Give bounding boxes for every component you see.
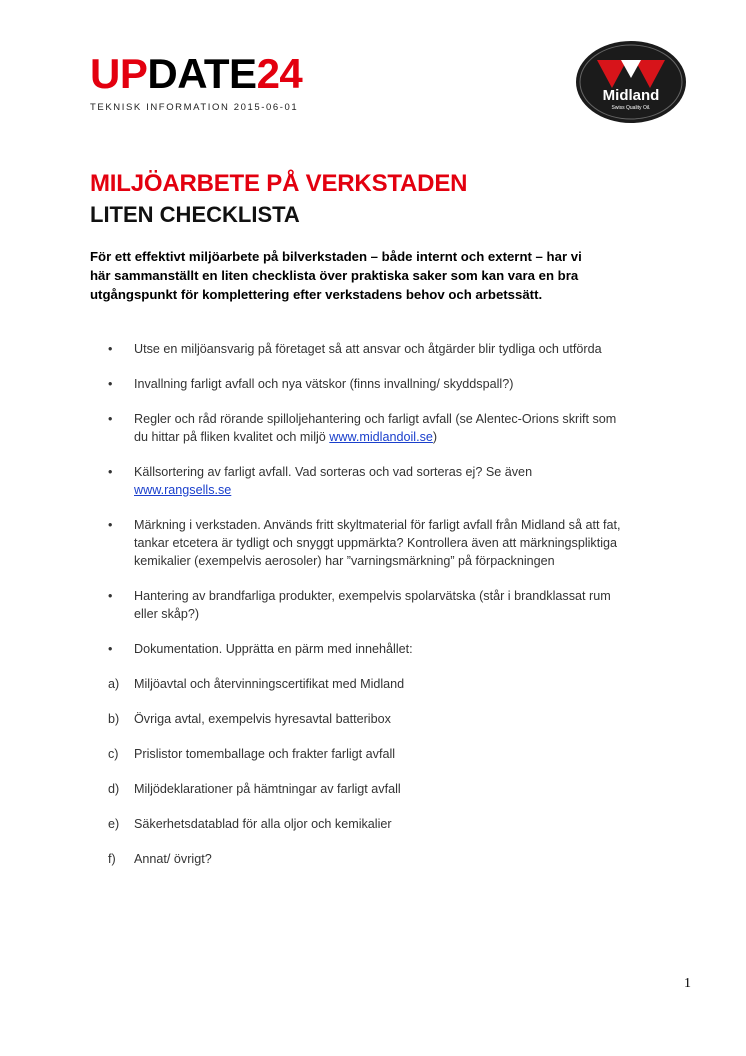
intro-paragraph: För ett effektivt miljöarbete på bilverkstaden – både internt och externt – har vi här sammanställt en liten checklista över praktiska saker som kan vara en bra utgångspunkt för komplettering efter verkstadens behov och arbetssätt. [90, 249, 582, 302]
bullet-marker [108, 410, 128, 428]
sublist-item [108, 745, 628, 763]
checklist-item [108, 410, 628, 446]
sublist-marker: e) [108, 817, 120, 831]
checklist-item-text: Invallning farligt avfall och nya vätskor (finns invallning/ skyddspall?) [134, 377, 514, 391]
masthead [90, 52, 302, 113]
checklist-item-text: Källsortering av farligt avfall. Vad sorteras och vad sorteras ej? Se även [134, 465, 533, 479]
checklist-item [108, 587, 628, 623]
checklist-item-text-end: ) [432, 430, 438, 444]
checklist [108, 340, 628, 885]
sublist-item-text: Miljöavtal och återvinningscertifikat med Midland [134, 677, 405, 691]
bullet-marker [108, 340, 128, 358]
brand-part-up: UP [90, 50, 148, 97]
brand-title [90, 52, 302, 96]
sublist-item-text: Miljödeklarationer på hämtningar av farligt avfall [134, 782, 401, 796]
sublist-item [108, 850, 628, 868]
midland-logo [575, 40, 687, 124]
sublist-item [108, 675, 628, 693]
bullet-marker [108, 587, 128, 605]
rangsells-link[interactable]: www.rangsells.se [134, 483, 232, 497]
sublist-marker: d) [108, 782, 120, 796]
brand-part-number: 24 [256, 50, 303, 97]
checklist-item-text: Märkning i verkstaden. Används fritt skyltmaterial för farligt avfall från Midland så att fat, tankar etcetera är tydligt och snyggt uppmärkta? Kontrollera även att märkningspliktiga kemikalier (exempelvis aerosoler) har ”varningsmärkning” på förpackningen [134, 518, 621, 568]
sublist-marker: c) [108, 747, 119, 761]
midlandoil-link[interactable]: www.midlandoil.se [329, 430, 433, 444]
checklist-item [108, 463, 628, 499]
page-subtitle: LITEN CHECKLISTA [90, 202, 300, 227]
bullet-marker [108, 640, 128, 658]
sublist-item [108, 710, 628, 728]
checklist-item [108, 340, 628, 358]
sublist-item [108, 815, 628, 833]
issue-subline: TEKNISK INFORMATION 2015-06-01 [90, 102, 299, 113]
checklist-item-text: Dokumentation. Upprätta en pärm med innehållet: [134, 642, 413, 656]
checklist-item-text: Regler och råd rörande spilloljehantering och farligt avfall (se Alentec-Orions skrift som du hittar på fliken kvalitet och miljö [134, 412, 617, 444]
brand-part-date: DATE [147, 50, 257, 97]
sublist-item-text: Annat/ övrigt? [134, 852, 212, 866]
checklist-item [108, 375, 628, 393]
sublist-item-text: Säkerhetsdatablad för alla oljor och kemikalier [134, 817, 392, 831]
logo-tagline: Swiss Quality Oil. [611, 105, 651, 111]
bullet-marker [108, 516, 128, 534]
sublist-item-text: Prislistor tomemballage och frakter farligt avfall [134, 747, 396, 761]
bullet-marker [108, 375, 128, 393]
page-number: 1 [684, 976, 691, 991]
logo-wordmark: Midland [602, 87, 660, 104]
page-title: MILJÖARBETE PÅ VERKSTADEN [90, 170, 468, 197]
sublist-item [108, 780, 628, 798]
checklist-item [108, 640, 628, 658]
sublist-marker: b) [108, 712, 120, 726]
checklist-item-text: Hantering av brandfarliga produkter, exempelvis spolarvätska (står i brandklassat rum eller skåp?) [134, 589, 611, 621]
checklist-item-text: Utse en miljöansvarig på företaget så att ansvar och åtgärder blir tydliga och utförda [134, 342, 602, 356]
sublist-marker: f) [108, 852, 116, 866]
sublist-marker: a) [108, 677, 120, 691]
bullet-marker [108, 463, 128, 481]
checklist-item [108, 516, 628, 570]
sublist-item-text: Övriga avtal, exempelvis hyresavtal batteribox [134, 712, 391, 726]
